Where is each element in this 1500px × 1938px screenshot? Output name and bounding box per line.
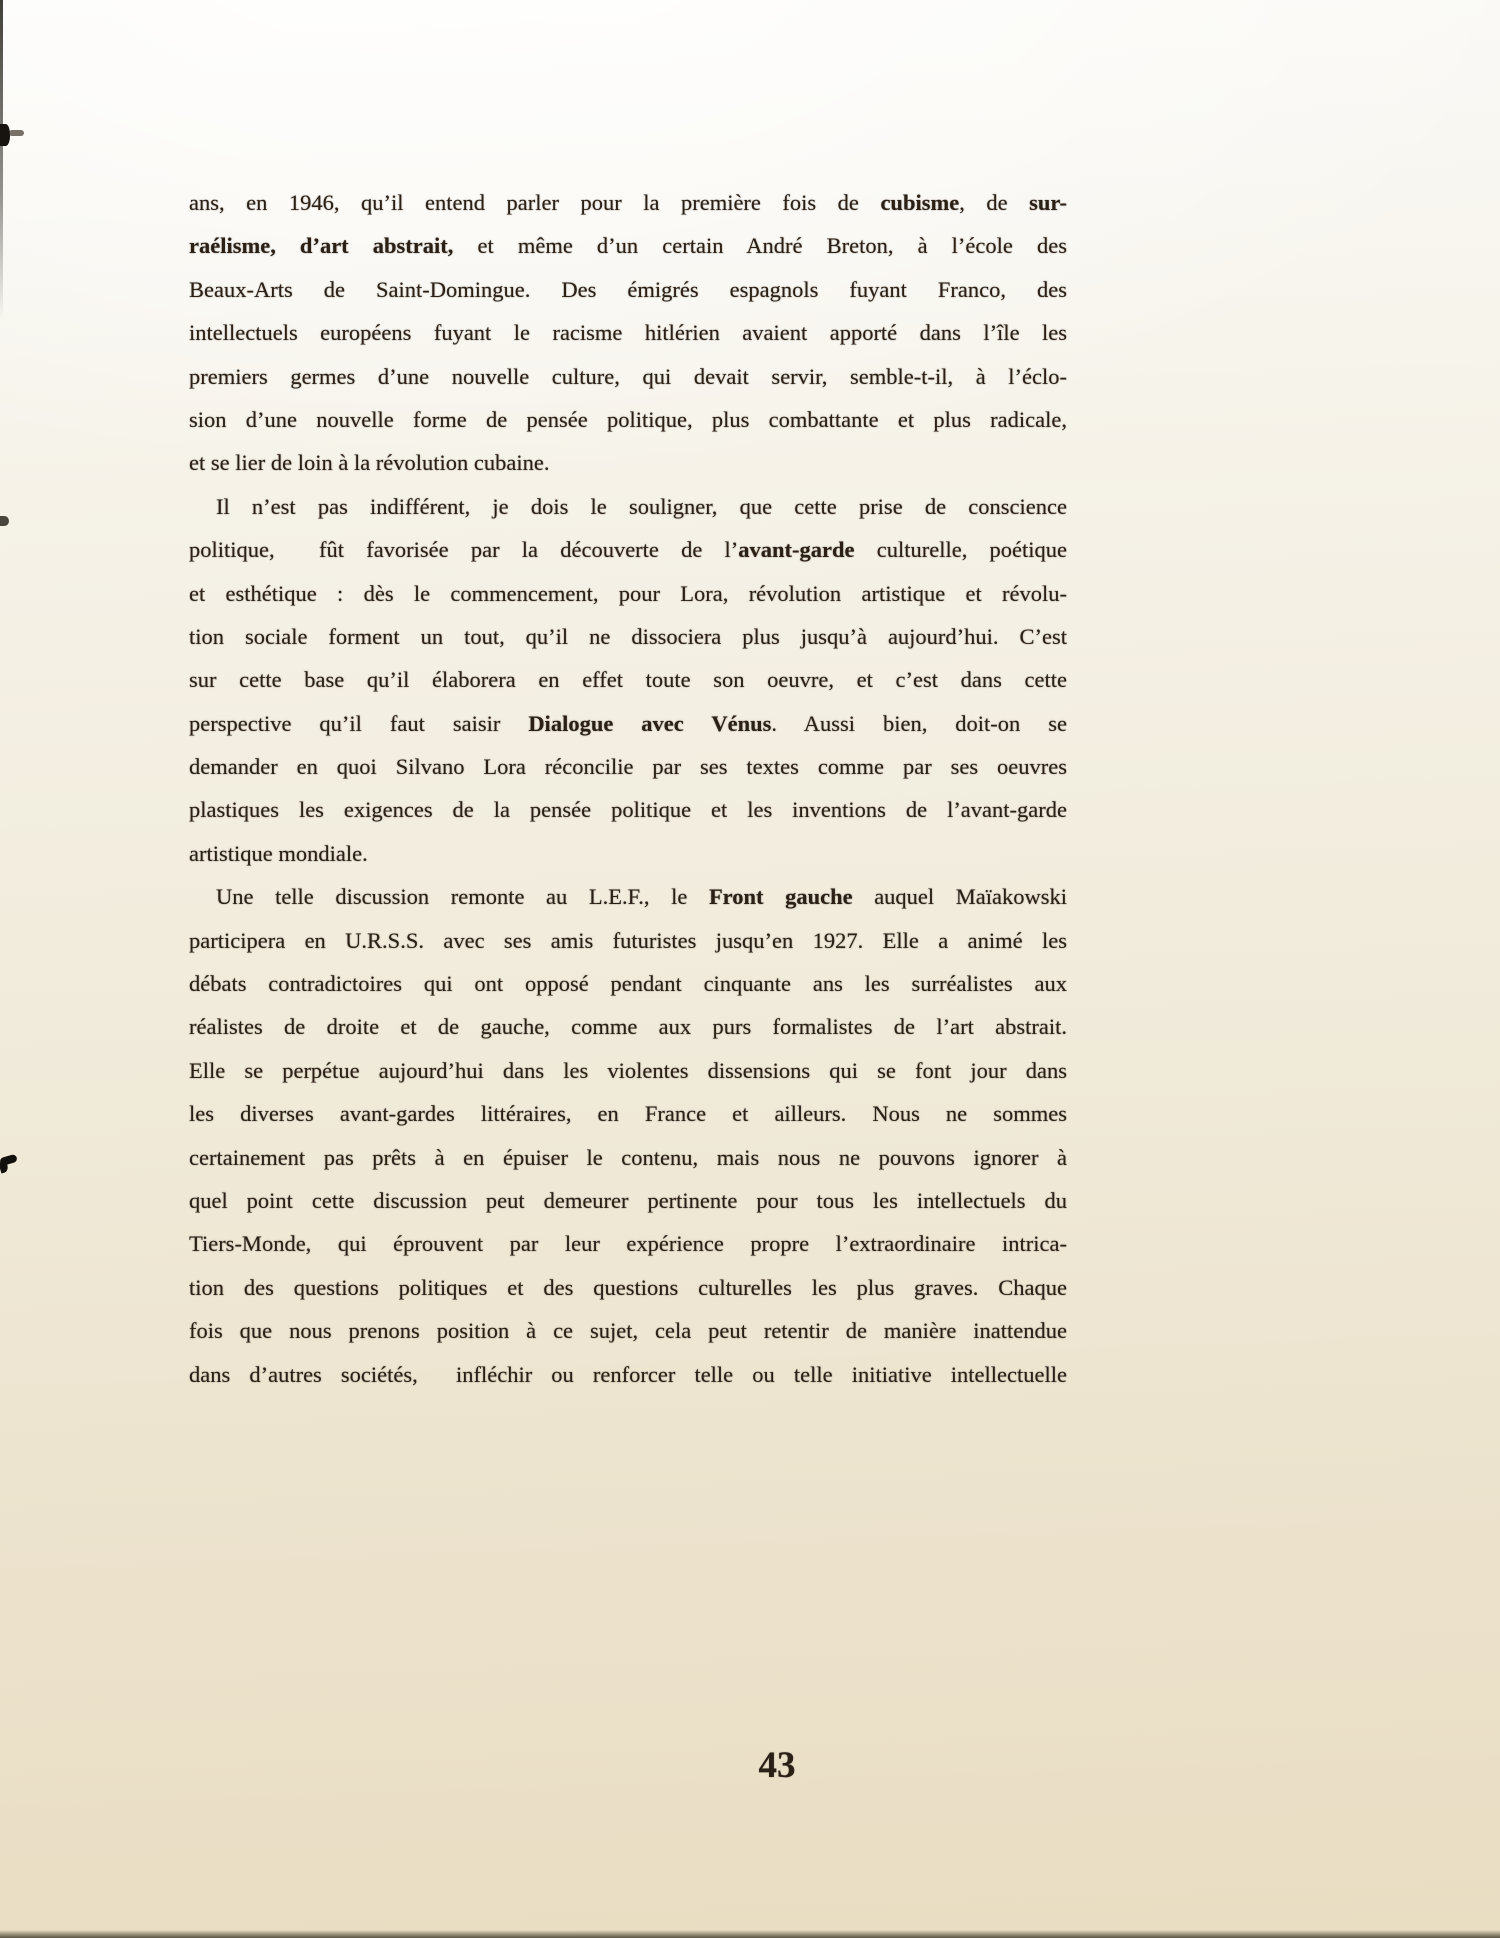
text-line: et esthétique : dès le commencement, pour Lora, révolution artistique et révolu- bbox=[189, 580, 1067, 606]
text-line: premiers germes d’une nouvelle culture, qui devait servir, semble-t-il, à l’éclo- bbox=[189, 363, 1067, 389]
text-line: dans d’autres sociétés, infléchir ou renforcer telle ou telle initiative intellectuelle bbox=[189, 1361, 1067, 1387]
text-line: artistique mondiale. bbox=[189, 840, 368, 866]
text-line: perspective qu’il faut saisir Dialogue avec Vénus. Aussi bien, doit-on se bbox=[189, 710, 1067, 736]
text-line: ans, en 1946, qu’il entend parler pour la première fois de cubisme, de sur- bbox=[189, 190, 1067, 215]
text-line: tion sociale forment un tout, qu’il ne dissociera plus jusqu’à aujourd’hui. C’est bbox=[189, 623, 1067, 649]
binding-mark bbox=[0, 1154, 18, 1166]
text-line: quel point cette discussion peut demeurer pertinente pour tous les intellectuels du bbox=[189, 1187, 1067, 1213]
text-line: débats contradictoires qui ont opposé pendant cinquante ans les surréalistes aux bbox=[189, 971, 1067, 997]
text-line: sion d’une nouvelle forme de pensée politique, plus combattante et plus radicale, bbox=[189, 406, 1067, 432]
text-line: Beaux-Arts de Saint-Domingue. Des émigrés espagnols fuyant Franco, des bbox=[189, 276, 1067, 302]
text-line: plastiques les exigences de la pensée politique et les inventions de l’avant-garde bbox=[189, 797, 1067, 823]
scan-binding-edge-line bbox=[0, 0, 3, 320]
text-line: et se lier de loin à la révolution cubaine. bbox=[189, 450, 550, 476]
page-number: 43 bbox=[758, 1745, 796, 1786]
text-line: participera en U.R.S.S. avec ses amis futuristes jusqu’en 1927. Elle a animé les bbox=[189, 927, 1067, 953]
text-line: Une telle discussion remonte au L.E.F., le Front gauche auquel Maïakowski bbox=[216, 884, 1067, 910]
text-line: raélisme, d’art abstrait, et même d’un certain André Breton, à l’école des bbox=[189, 233, 1067, 259]
text-line: Elle se perpétue aujourd’hui dans les violentes dissensions qui se font jour dans bbox=[189, 1057, 1067, 1083]
text-line: Tiers-Monde, qui éprouvent par leur expérience propre l’extraordinaire intrica- bbox=[189, 1231, 1067, 1257]
binding-mark bbox=[0, 124, 10, 146]
text-line: certainement pas prêts à en épuiser le contenu, mais nous ne pouvons ignorer à bbox=[189, 1144, 1067, 1170]
text-line: politique, fût favorisée par la découverte de l’avant-garde culturelle, poétique bbox=[189, 537, 1067, 563]
text-line: réalistes de droite et de gauche, comme aux purs formalistes de l’art abstrait. bbox=[189, 1014, 1067, 1040]
text-line: demander en quoi Silvano Lora réconcilie par ses textes comme par ses oeuvres bbox=[189, 754, 1067, 780]
text-line: intellectuels européens fuyant le racisme hitlérien avaient apporté dans l’île les bbox=[189, 320, 1067, 346]
text-line: Il n’est pas indifférent, je dois le souligner, que cette prise de conscience bbox=[216, 493, 1067, 519]
text-line: tion des questions politiques et des questions culturelles les plus graves. Chaque bbox=[189, 1274, 1067, 1300]
scan-bottom-edge bbox=[0, 1930, 1500, 1938]
page-text bbox=[189, 181, 1067, 1396]
text-line: sur cette base qu’il élaborera en effet toute son oeuvre, et c’est dans cette bbox=[189, 667, 1067, 693]
text-line: les diverses avant-gardes littéraires, en France et ailleurs. Nous ne sommes bbox=[189, 1101, 1067, 1127]
binding-mark bbox=[0, 516, 9, 526]
text-line: fois que nous prenons position à ce sujet, cela peut retentir de manière inattendue bbox=[189, 1318, 1067, 1344]
